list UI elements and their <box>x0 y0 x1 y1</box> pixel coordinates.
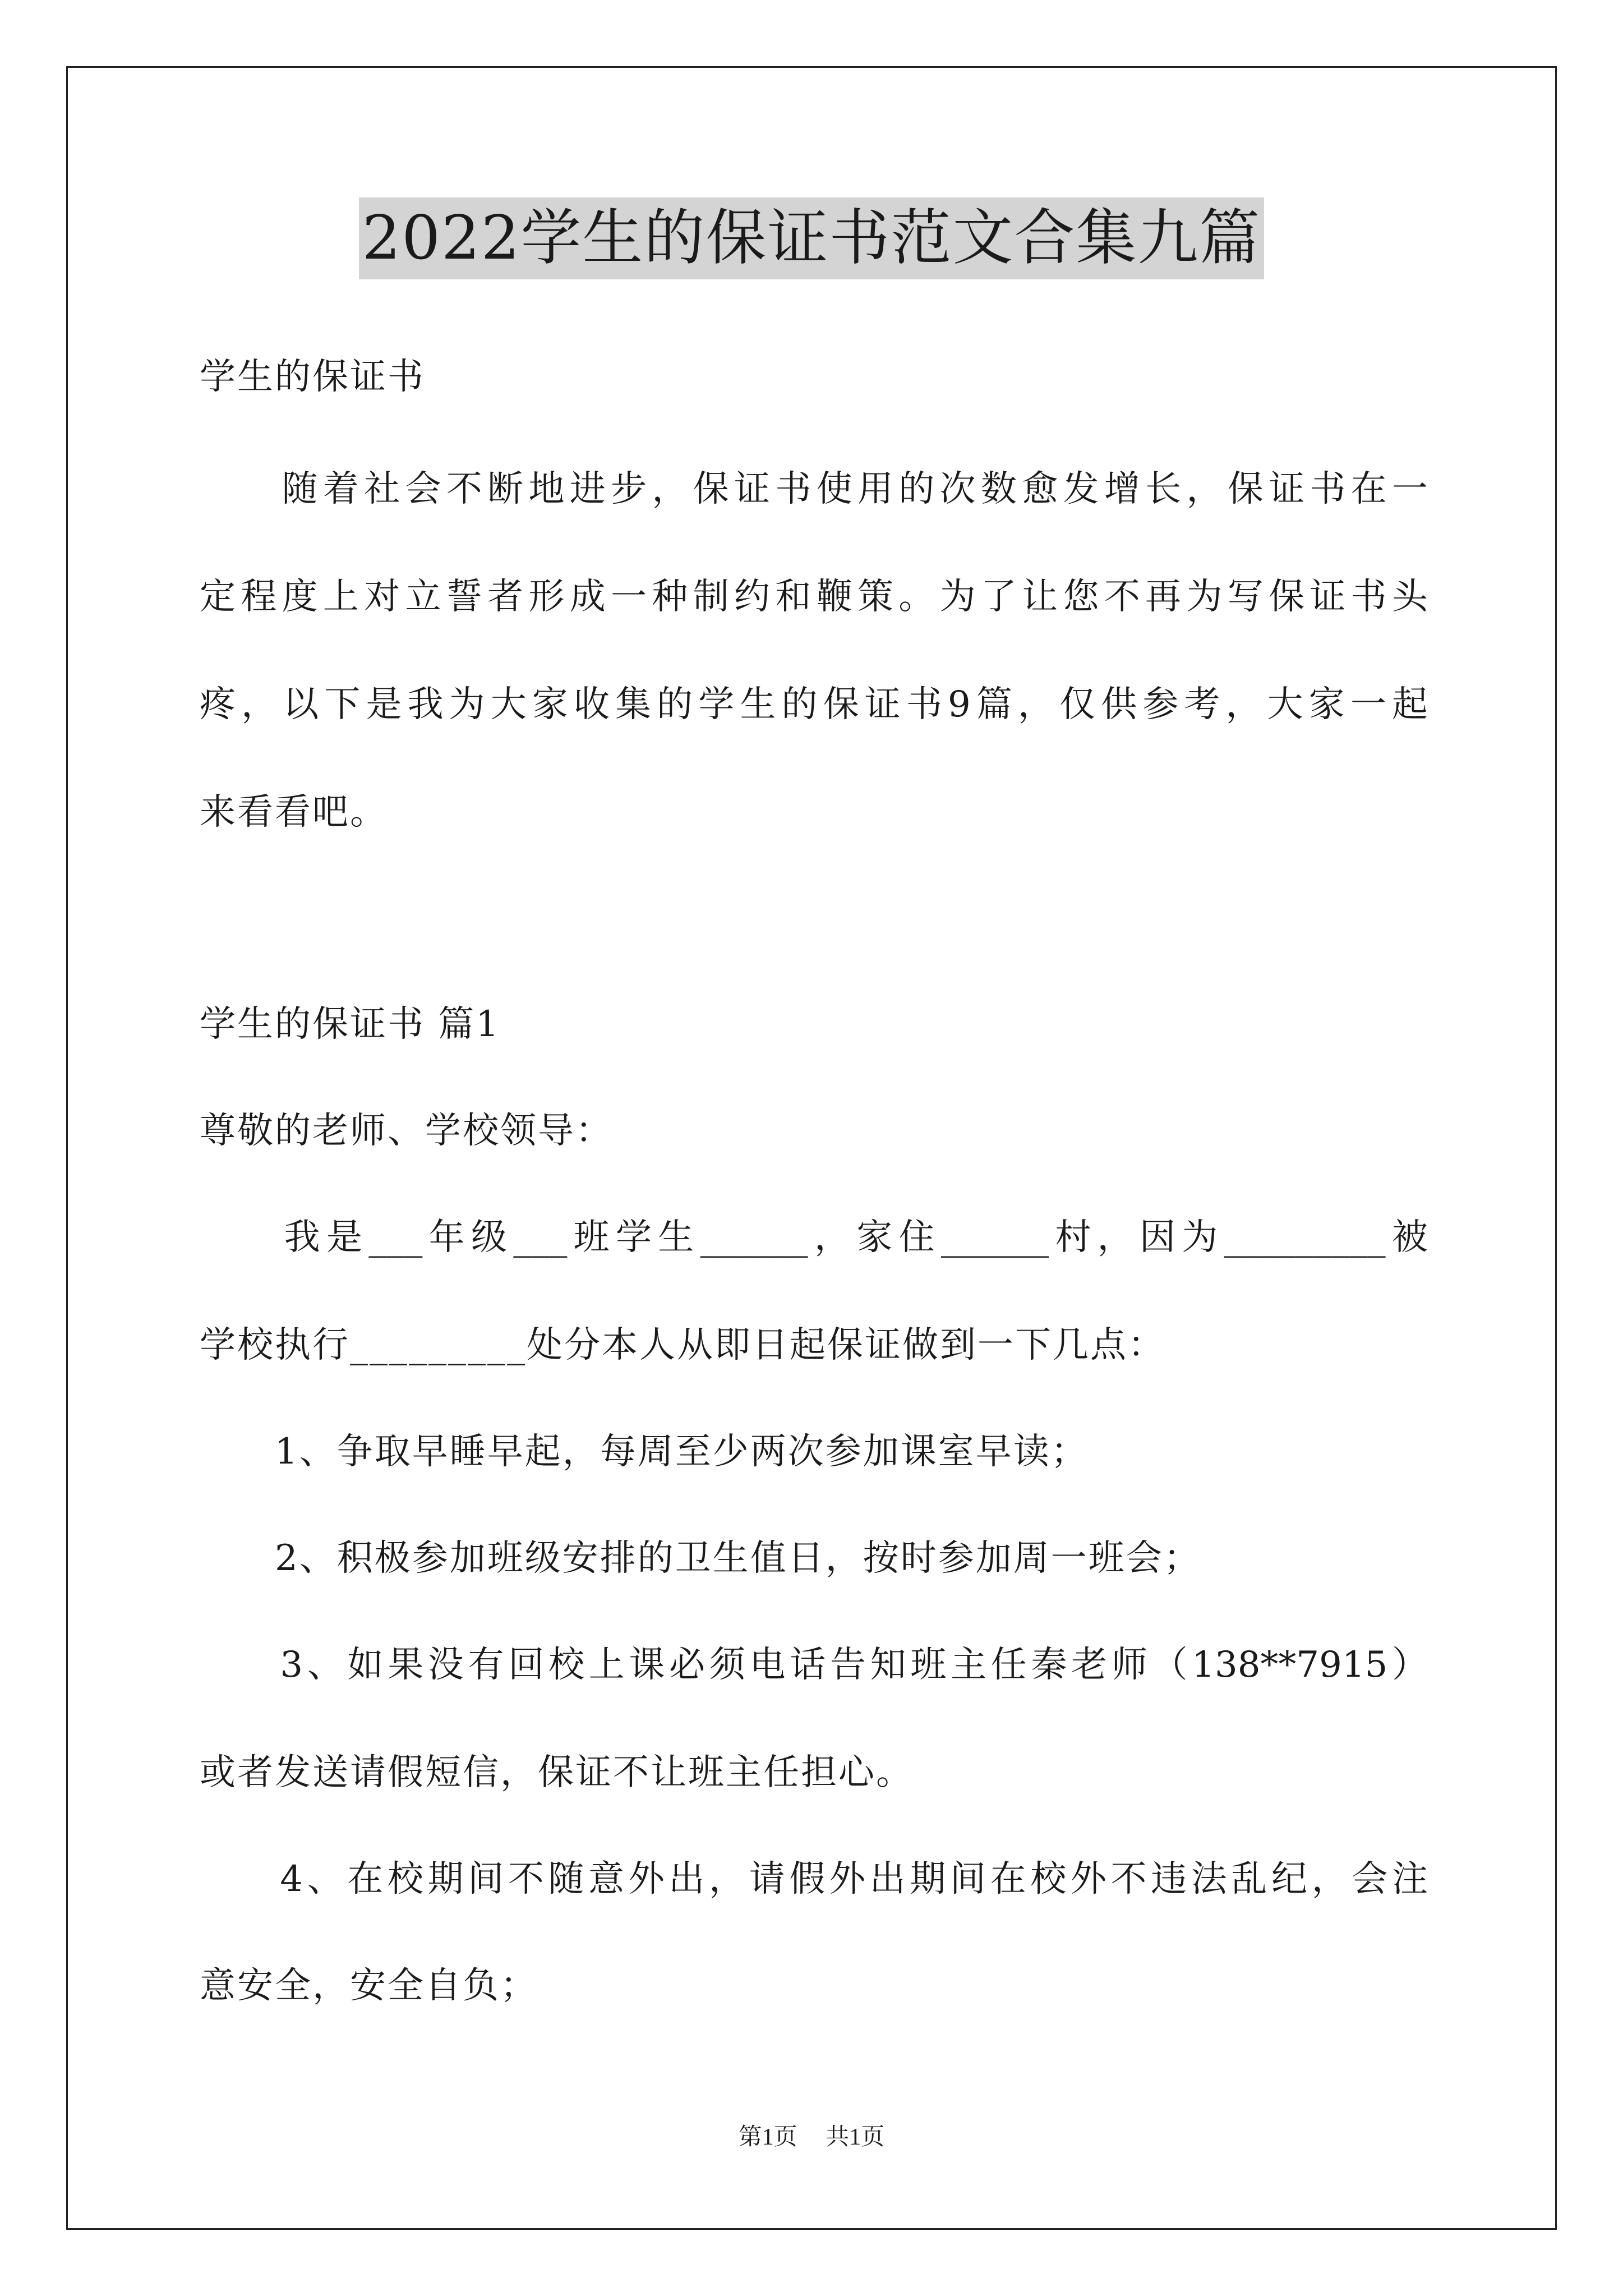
page-footer <box>0 2122 1623 2153</box>
intro-line-4: 来看看吧。 <box>200 792 388 833</box>
body-line-5: 3、如果没有回校上课必须电话告知班主任秦老师（138**7915） <box>200 1644 1428 1686</box>
body-line-2: 学校执行_________处分本人从即日起保证做到一下几点： <box>200 1324 1165 1366</box>
page-number-total: 共1页 <box>826 2124 885 2150</box>
page-number-current: 第1页 <box>738 2124 797 2150</box>
body-line-1: 我是___年级___班学生______，家住______村，因为_________被 <box>200 1217 1428 1258</box>
title-wrap <box>0 197 1623 279</box>
body-line-4: 2、积极参加班级安排的卫生值日，按时参加周一班会； <box>200 1538 1201 1579</box>
body-line-3: 1、争取早睡早起，每周至少两次参加课室早读； <box>200 1431 1089 1473</box>
document-title: 2022学生的保证书范文合集九篇 <box>359 197 1265 279</box>
body-line-8: 意安全，安全自负； <box>200 1965 538 2007</box>
intro-line-3: 疼，以下是我为大家收集的学生的保证书9篇，仅供参考，大家一起 <box>200 684 1428 725</box>
intro-heading: 学生的保证书 <box>200 356 425 398</box>
body-line-6: 或者发送请假短信，保证不让班主任担心。 <box>200 1752 914 1793</box>
body-line-7: 4、在校期间不随意外出，请假外出期间在校外不违法乱纪，会注 <box>200 1858 1428 1900</box>
intro-line-1: 随着社会不断地进步，保证书使用的次数愈发增长，保证书在一 <box>200 468 1428 510</box>
section-heading: 学生的保证书 篇1 <box>200 1004 501 1045</box>
salutation: 尊敬的老师、学校领导： <box>200 1110 613 1152</box>
intro-line-2: 定程度上对立誓者形成一种制约和鞭策。为了让您不再为写保证书头 <box>200 576 1428 618</box>
